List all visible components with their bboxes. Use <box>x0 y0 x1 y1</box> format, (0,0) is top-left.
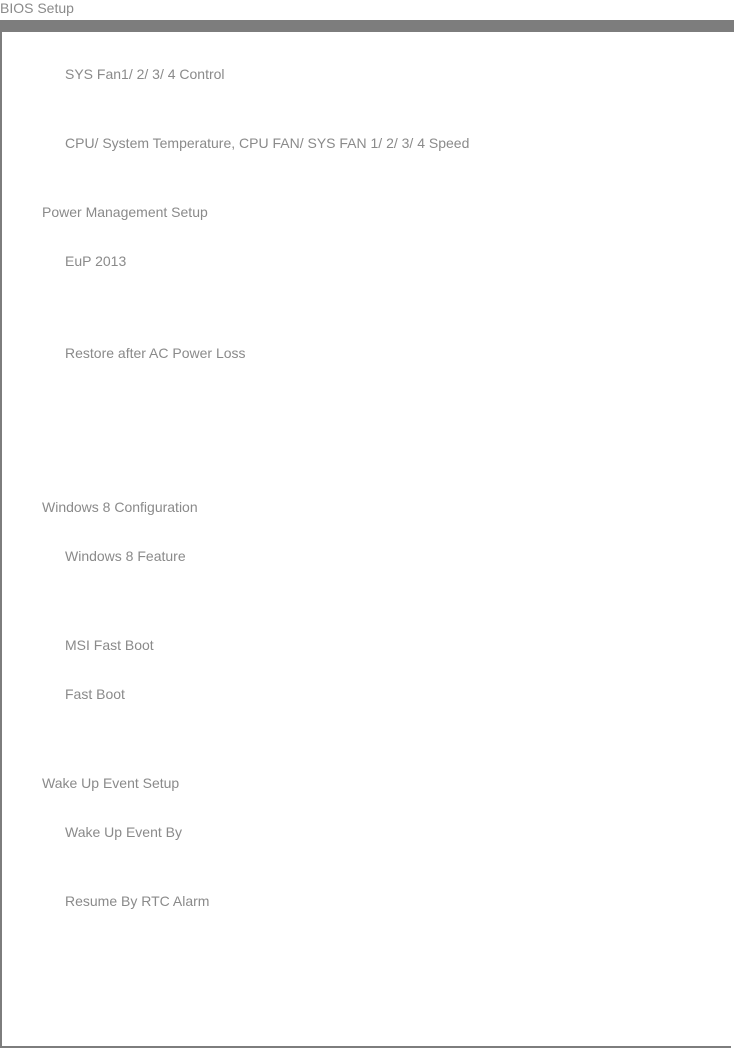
item-temperature-fan-speed: CPU/ System Temperature, CPU FAN/ SYS FAN 1/ 2/ 3/ 4 Speed <box>65 135 470 151</box>
item-windows-8-feature: Windows 8 Feature <box>65 548 186 564</box>
page-header-title: BIOS Setup <box>0 0 74 16</box>
item-sys-fan-control: SYS Fan1/ 2/ 3/ 4 Control <box>65 66 225 82</box>
item-fast-boot: Fast Boot <box>65 686 125 702</box>
item-wake-up-event-by: Wake Up Event By <box>65 824 182 840</box>
section-power-management-setup: Power Management Setup <box>42 204 208 220</box>
item-eup-2013: EuP 2013 <box>65 253 127 269</box>
header-bar <box>0 20 734 32</box>
item-restore-after-ac-power-loss: Restore after AC Power Loss <box>65 345 246 361</box>
item-msi-fast-boot: MSI Fast Boot <box>65 637 154 653</box>
item-resume-by-rtc-alarm: Resume By RTC Alarm <box>65 893 210 909</box>
section-wake-up-event-setup: Wake Up Event Setup <box>42 775 180 791</box>
section-windows-8-configuration: Windows 8 Configuration <box>42 499 198 515</box>
